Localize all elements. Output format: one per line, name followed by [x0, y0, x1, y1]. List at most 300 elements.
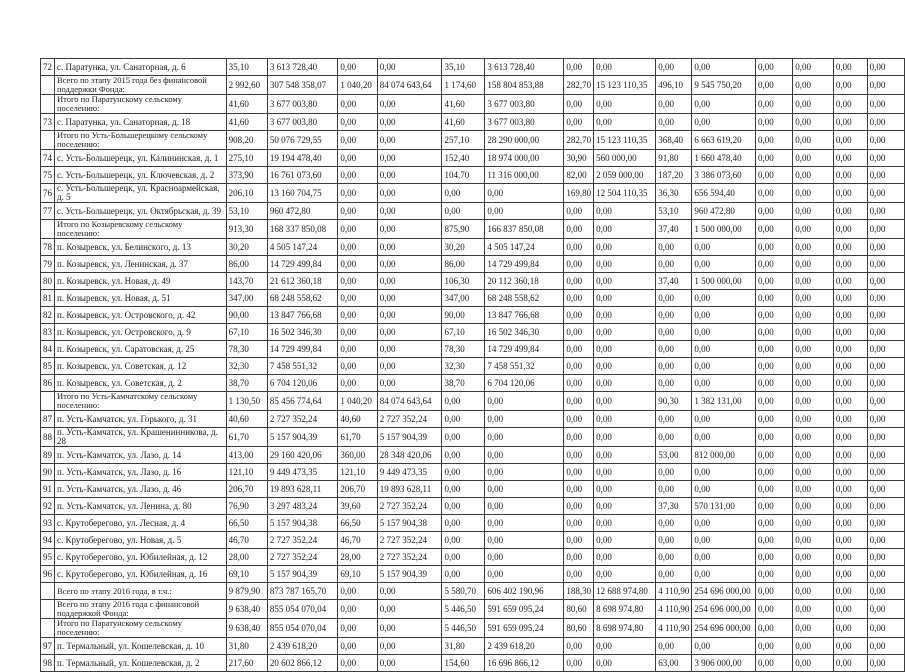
value-cell: 0,00 — [793, 239, 834, 256]
value-cell: 0,00 — [867, 290, 904, 307]
value-cell: 0,00 — [867, 76, 904, 95]
value-cell: 0,00 — [833, 114, 867, 131]
row-number-cell: 96 — [41, 566, 55, 583]
value-cell: 0,00 — [656, 307, 692, 324]
value-cell: 0,00 — [377, 256, 442, 273]
table-row — [41, 167, 905, 184]
row-number-cell: 76 — [41, 184, 55, 203]
value-cell: 0,00 — [338, 184, 377, 203]
value-cell: 0,00 — [485, 203, 564, 220]
table-row — [41, 549, 905, 566]
value-cell: 0,00 — [594, 447, 656, 464]
row-number-cell: 81 — [41, 290, 55, 307]
value-cell: 0,00 — [564, 392, 594, 411]
value-cell: 0,00 — [756, 290, 793, 307]
value-cell: 20 112 360,18 — [485, 273, 564, 290]
table-row — [41, 411, 905, 428]
value-cell: 0,00 — [793, 532, 834, 549]
value-cell: 0,00 — [594, 273, 656, 290]
value-cell: 4 110,90 — [656, 583, 692, 600]
value-cell: 0,00 — [756, 358, 793, 375]
address-cell: п. Усть-Камчатск, ул. Лазо, д. 14 — [55, 447, 227, 464]
table-row — [41, 481, 905, 498]
value-cell: 90,30 — [656, 392, 692, 411]
value-cell: 0,00 — [867, 655, 904, 672]
value-cell: 3 677 003,80 — [267, 95, 337, 114]
value-cell: 0,00 — [833, 464, 867, 481]
value-cell: 0,00 — [442, 392, 485, 411]
value-cell: 3 386 073,60 — [692, 167, 756, 184]
value-cell: 0,00 — [867, 411, 904, 428]
value-cell: 0,00 — [833, 324, 867, 341]
value-cell: 9 449 473,35 — [267, 464, 337, 481]
value-cell: 347,00 — [226, 290, 267, 307]
value-cell: 5 446,50 — [442, 619, 485, 638]
value-cell: 0,00 — [656, 114, 692, 131]
value-cell: 0,00 — [594, 638, 656, 655]
address-cell: с. Крутоберегово, ул. Новая, д. 5 — [55, 532, 227, 549]
value-cell: 0,00 — [756, 428, 793, 447]
value-cell: 69,10 — [226, 566, 267, 583]
value-cell: 0,00 — [338, 307, 377, 324]
value-cell: 0,00 — [377, 290, 442, 307]
value-cell: 0,00 — [692, 549, 756, 566]
value-cell: 0,00 — [867, 150, 904, 167]
value-cell: 0,00 — [377, 341, 442, 358]
value-cell: 0,00 — [656, 428, 692, 447]
table-row — [41, 655, 905, 672]
total-label-cell: Всего по этапу 2015 года без финансовой поддержки Фонда: — [55, 76, 227, 95]
value-cell: 0,00 — [594, 498, 656, 515]
value-cell: 0,00 — [756, 324, 793, 341]
value-cell: 0,00 — [756, 481, 793, 498]
value-cell: 0,00 — [833, 290, 867, 307]
value-cell: 0,00 — [867, 239, 904, 256]
value-cell: 0,00 — [867, 324, 904, 341]
value-cell: 0,00 — [338, 273, 377, 290]
value-cell: 0,00 — [594, 464, 656, 481]
value-cell: 257,10 — [442, 131, 485, 150]
row-number-cell: 78 — [41, 239, 55, 256]
row-number-cell: 79 — [41, 256, 55, 273]
value-cell: 2 727 352,24 — [267, 532, 337, 549]
value-cell: 30,90 — [564, 150, 594, 167]
value-cell: 0,00 — [377, 203, 442, 220]
value-cell: 0,00 — [485, 515, 564, 532]
row-number-cell: 89 — [41, 447, 55, 464]
total-label-cell: Итого по Усть-Камчатскому сельскому поселению: — [55, 392, 227, 411]
value-cell: 63,00 — [656, 655, 692, 672]
value-cell: 0,00 — [867, 638, 904, 655]
value-cell: 0,00 — [338, 358, 377, 375]
value-cell: 0,00 — [656, 324, 692, 341]
value-cell: 0,00 — [793, 290, 834, 307]
value-cell: 2 727 352,24 — [377, 411, 442, 428]
value-cell: 0,00 — [442, 481, 485, 498]
value-cell: 0,00 — [833, 583, 867, 600]
value-cell: 0,00 — [756, 239, 793, 256]
value-cell: 0,00 — [377, 59, 442, 76]
value-cell: 0,00 — [793, 184, 834, 203]
value-cell: 0,00 — [442, 411, 485, 428]
value-cell: 0,00 — [338, 203, 377, 220]
address-cell: п. Усть-Камчатск, ул. Лазо, д. 16 — [55, 464, 227, 481]
value-cell: 0,00 — [833, 273, 867, 290]
value-cell: 0,00 — [485, 428, 564, 447]
value-cell: 0,00 — [442, 566, 485, 583]
value-cell: 0,00 — [656, 358, 692, 375]
value-cell: 0,00 — [756, 95, 793, 114]
value-cell: 0,00 — [656, 532, 692, 549]
value-cell: 0,00 — [793, 411, 834, 428]
value-cell: 0,00 — [867, 515, 904, 532]
value-cell: 7 458 551,32 — [267, 358, 337, 375]
address-cell: п. Козыревск, ул. Островского, д. 42 — [55, 307, 227, 324]
value-cell: 0,00 — [656, 638, 692, 655]
value-cell: 0,00 — [756, 619, 793, 638]
table-row — [41, 566, 905, 583]
value-cell: 0,00 — [756, 411, 793, 428]
value-cell: 0,00 — [564, 203, 594, 220]
value-cell: 14 729 499,84 — [485, 256, 564, 273]
value-cell: 0,00 — [564, 358, 594, 375]
value-cell: 1 500 000,00 — [692, 220, 756, 239]
value-cell: 0,00 — [833, 59, 867, 76]
value-cell: 0,00 — [867, 375, 904, 392]
value-cell: 0,00 — [833, 150, 867, 167]
value-cell: 0,00 — [867, 341, 904, 358]
value-cell: 254 696 000,00 — [692, 619, 756, 638]
value-cell: 413,00 — [226, 447, 267, 464]
value-cell: 0,00 — [442, 447, 485, 464]
value-cell: 0,00 — [377, 583, 442, 600]
value-cell: 0,00 — [692, 290, 756, 307]
value-cell: 37,30 — [656, 498, 692, 515]
value-cell: 0,00 — [692, 375, 756, 392]
value-cell: 0,00 — [564, 515, 594, 532]
value-cell: 0,00 — [692, 515, 756, 532]
value-cell: 0,00 — [793, 114, 834, 131]
value-cell: 16 761 073,60 — [267, 167, 337, 184]
value-cell: 307 548 358,07 — [267, 76, 337, 95]
value-cell: 0,00 — [564, 566, 594, 583]
value-cell: 0,00 — [756, 392, 793, 411]
value-cell: 0,00 — [594, 375, 656, 392]
table-row — [41, 358, 905, 375]
value-cell: 0,00 — [756, 131, 793, 150]
value-cell: 0,00 — [793, 619, 834, 638]
value-cell: 960 472,80 — [692, 203, 756, 220]
value-cell: 0,00 — [594, 324, 656, 341]
value-cell: 0,00 — [485, 392, 564, 411]
value-cell: 0,00 — [594, 114, 656, 131]
value-cell: 0,00 — [756, 307, 793, 324]
value-cell: 0,00 — [867, 273, 904, 290]
value-cell: 0,00 — [338, 290, 377, 307]
value-cell: 0,00 — [442, 428, 485, 447]
value-cell: 0,00 — [692, 532, 756, 549]
address-cell: п. Усть-Камчатск, ул. Лазо, д. 46 — [55, 481, 227, 498]
value-cell: 0,00 — [756, 220, 793, 239]
value-cell: 0,00 — [594, 428, 656, 447]
value-cell: 0,00 — [564, 549, 594, 566]
value-cell: 0,00 — [564, 481, 594, 498]
value-cell: 187,20 — [656, 167, 692, 184]
row-number-cell: 86 — [41, 375, 55, 392]
value-cell: 0,00 — [442, 532, 485, 549]
value-cell: 908,20 — [226, 131, 267, 150]
value-cell: 0,00 — [564, 464, 594, 481]
value-cell: 0,00 — [377, 375, 442, 392]
value-cell: 3 613 728,40 — [267, 59, 337, 76]
value-cell: 0,00 — [756, 184, 793, 203]
value-cell: 0,00 — [485, 549, 564, 566]
value-cell: 32,30 — [442, 358, 485, 375]
value-cell: 168 337 850,08 — [267, 220, 337, 239]
value-cell: 7 458 551,32 — [485, 358, 564, 375]
value-cell: 0,00 — [564, 638, 594, 655]
value-cell: 0,00 — [756, 341, 793, 358]
row-number-cell: 85 — [41, 358, 55, 375]
value-cell: 0,00 — [338, 600, 377, 619]
address-cell: с. Усть-Большерецк, ул. Калининская, д. 1 — [55, 150, 227, 167]
value-cell: 0,00 — [867, 256, 904, 273]
value-cell: 591 659 095,24 — [485, 600, 564, 619]
value-cell: 0,00 — [793, 203, 834, 220]
value-cell: 0,00 — [867, 600, 904, 619]
value-cell: 3 677 003,80 — [485, 95, 564, 114]
value-cell: 8 698 974,80 — [594, 619, 656, 638]
value-cell: 41,60 — [442, 114, 485, 131]
row-number-cell: 91 — [41, 481, 55, 498]
value-cell: 0,00 — [338, 583, 377, 600]
value-cell: 40,60 — [226, 411, 267, 428]
table-row — [41, 341, 905, 358]
value-cell: 0,00 — [833, 411, 867, 428]
value-cell: 0,00 — [377, 239, 442, 256]
value-cell: 11 316 000,00 — [485, 167, 564, 184]
value-cell: 0,00 — [485, 566, 564, 583]
value-cell: 0,00 — [594, 239, 656, 256]
value-cell: 0,00 — [867, 566, 904, 583]
value-cell: 0,00 — [692, 481, 756, 498]
value-cell: 0,00 — [594, 481, 656, 498]
value-cell: 0,00 — [833, 638, 867, 655]
value-cell: 0,00 — [756, 655, 793, 672]
value-cell: 0,00 — [564, 256, 594, 273]
value-cell: 812 000,00 — [692, 447, 756, 464]
value-cell: 0,00 — [756, 515, 793, 532]
value-cell: 5 157 904,38 — [267, 515, 337, 532]
value-cell: 0,00 — [338, 375, 377, 392]
value-cell: 0,00 — [656, 481, 692, 498]
value-cell: 3 297 483,24 — [267, 498, 337, 515]
value-cell: 0,00 — [833, 131, 867, 150]
row-number-cell — [41, 392, 55, 411]
value-cell: 2 727 352,24 — [377, 498, 442, 515]
value-cell: 84 074 643,64 — [377, 392, 442, 411]
value-cell: 0,00 — [377, 600, 442, 619]
table-row — [41, 290, 905, 307]
value-cell: 855 054 070,04 — [267, 619, 337, 638]
value-cell: 0,00 — [833, 498, 867, 515]
value-cell: 21 612 360,18 — [267, 273, 337, 290]
value-cell: 28,00 — [338, 549, 377, 566]
address-cell: п. Усть-Камчатск, ул. Ленина, д. 80 — [55, 498, 227, 515]
value-cell: 68 248 558,62 — [485, 290, 564, 307]
value-cell: 0,00 — [756, 114, 793, 131]
value-cell: 217,60 — [226, 655, 267, 672]
value-cell: 0,00 — [442, 203, 485, 220]
value-cell: 0,00 — [867, 167, 904, 184]
value-cell: 0,00 — [564, 324, 594, 341]
value-cell: 0,00 — [793, 549, 834, 566]
value-cell: 91,80 — [656, 150, 692, 167]
row-number-cell — [41, 131, 55, 150]
value-cell: 560 000,00 — [594, 150, 656, 167]
value-cell: 0,00 — [833, 239, 867, 256]
value-cell: 16 696 866,12 — [485, 655, 564, 672]
value-cell: 0,00 — [377, 307, 442, 324]
value-cell: 78,30 — [226, 341, 267, 358]
value-cell: 28,00 — [226, 549, 267, 566]
value-cell: 36,30 — [656, 184, 692, 203]
value-cell: 0,00 — [692, 358, 756, 375]
value-cell: 282,70 — [564, 131, 594, 150]
value-cell: 31,80 — [226, 638, 267, 655]
value-cell: 0,00 — [793, 273, 834, 290]
value-cell: 0,00 — [564, 220, 594, 239]
value-cell: 496,10 — [656, 76, 692, 95]
row-number-cell — [41, 619, 55, 638]
value-cell: 6 704 120,06 — [267, 375, 337, 392]
value-cell: 0,00 — [833, 532, 867, 549]
value-cell: 0,00 — [564, 239, 594, 256]
value-cell: 90,00 — [442, 307, 485, 324]
value-cell: 188,30 — [564, 583, 594, 600]
value-cell: 0,00 — [793, 307, 834, 324]
value-cell: 66,50 — [338, 515, 377, 532]
value-cell: 0,00 — [377, 150, 442, 167]
value-cell: 14 729 499,84 — [267, 256, 337, 273]
value-cell: 373,90 — [226, 167, 267, 184]
value-cell: 0,00 — [833, 358, 867, 375]
value-cell: 0,00 — [833, 392, 867, 411]
value-cell: 61,70 — [338, 428, 377, 447]
value-cell: 0,00 — [833, 619, 867, 638]
value-cell: 0,00 — [833, 184, 867, 203]
row-number-cell: 98 — [41, 655, 55, 672]
total-label-cell: Итого по Паратунскому сельскому поселению: — [55, 95, 227, 114]
value-cell: 0,00 — [867, 184, 904, 203]
value-cell: 0,00 — [338, 324, 377, 341]
value-cell: 206,70 — [338, 481, 377, 498]
value-cell: 12 504 110,35 — [594, 184, 656, 203]
value-cell: 591 659 095,24 — [485, 619, 564, 638]
value-cell: 0,00 — [564, 411, 594, 428]
value-cell: 0,00 — [656, 464, 692, 481]
value-cell: 606 402 190,96 — [485, 583, 564, 600]
address-cell: с. Крутоберегово, ул. Юбилейная, д. 12 — [55, 549, 227, 566]
value-cell: 0,00 — [692, 341, 756, 358]
value-cell: 104,70 — [442, 167, 485, 184]
value-cell: 68 248 558,62 — [267, 290, 337, 307]
value-cell: 0,00 — [793, 131, 834, 150]
value-cell: 0,00 — [564, 114, 594, 131]
table-row-total — [41, 583, 905, 600]
value-cell: 0,00 — [692, 428, 756, 447]
value-cell: 0,00 — [833, 515, 867, 532]
total-label-cell: Итого по Усть-Большерецкому сельскому поселению: — [55, 131, 227, 150]
value-cell: 2 992,60 — [226, 76, 267, 95]
value-cell: 0,00 — [756, 76, 793, 95]
value-cell: 9 879,90 — [226, 583, 267, 600]
value-cell: 0,00 — [756, 375, 793, 392]
value-cell: 368,40 — [656, 131, 692, 150]
value-cell: 0,00 — [564, 95, 594, 114]
value-cell: 0,00 — [377, 324, 442, 341]
value-cell: 0,00 — [833, 256, 867, 273]
value-cell: 20 602 866,12 — [267, 655, 337, 672]
value-cell: 9 449 473,35 — [377, 464, 442, 481]
value-cell: 0,00 — [338, 95, 377, 114]
row-number-cell: 87 — [41, 411, 55, 428]
value-cell: 0,00 — [833, 447, 867, 464]
value-cell: 4 110,90 — [656, 600, 692, 619]
table-row-total — [41, 600, 905, 619]
row-number-cell: 88 — [41, 428, 55, 447]
value-cell: 5 580,70 — [442, 583, 485, 600]
table-row — [41, 239, 905, 256]
value-cell: 347,00 — [442, 290, 485, 307]
value-cell: 1 040,20 — [338, 76, 377, 95]
value-cell: 0,00 — [756, 638, 793, 655]
value-cell: 37,40 — [656, 220, 692, 239]
value-cell: 0,00 — [338, 239, 377, 256]
table-row — [41, 638, 905, 655]
value-cell: 50 076 729,55 — [267, 131, 337, 150]
value-cell: 0,00 — [756, 464, 793, 481]
value-cell: 35,10 — [442, 59, 485, 76]
value-cell: 0,00 — [756, 273, 793, 290]
value-cell: 0,00 — [594, 411, 656, 428]
value-cell: 6 704 120,06 — [485, 375, 564, 392]
value-cell: 41,60 — [442, 95, 485, 114]
value-cell: 19 893 628,11 — [377, 481, 442, 498]
value-cell: 4 110,90 — [656, 619, 692, 638]
value-cell: 9 545 750,20 — [692, 76, 756, 95]
address-cell: п. Термальный, ул. Кошелевская, д. 10 — [55, 638, 227, 655]
value-cell: 0,00 — [442, 184, 485, 203]
value-cell: 0,00 — [338, 131, 377, 150]
table-row — [41, 464, 905, 481]
value-cell: 0,00 — [377, 184, 442, 203]
value-cell: 0,00 — [833, 428, 867, 447]
value-cell: 3 677 003,80 — [267, 114, 337, 131]
value-cell: 0,00 — [867, 131, 904, 150]
value-cell: 106,30 — [442, 273, 485, 290]
value-cell: 15 123 110,35 — [594, 76, 656, 95]
value-cell: 53,00 — [656, 447, 692, 464]
value-cell: 0,00 — [485, 532, 564, 549]
value-cell: 0,00 — [692, 59, 756, 76]
value-cell: 0,00 — [656, 95, 692, 114]
value-cell: 46,70 — [226, 532, 267, 549]
value-cell: 0,00 — [594, 341, 656, 358]
table-row — [41, 203, 905, 220]
value-cell: 0,00 — [692, 114, 756, 131]
value-cell: 19 194 478,40 — [267, 150, 337, 167]
